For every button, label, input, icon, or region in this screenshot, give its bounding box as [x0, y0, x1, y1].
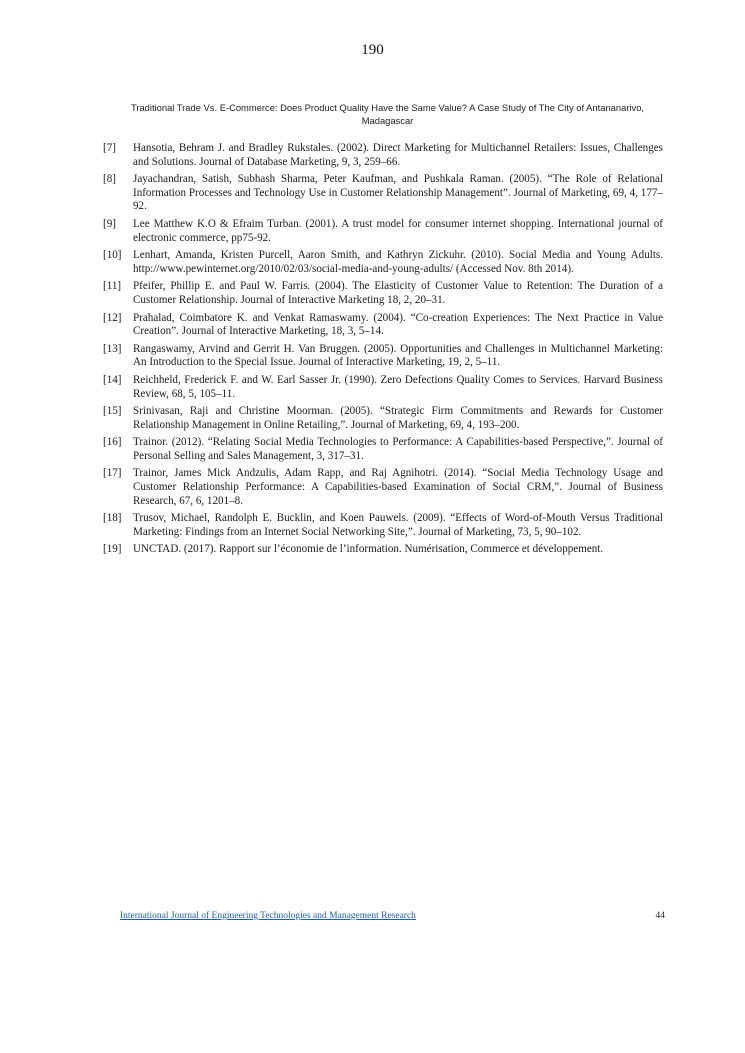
- reference-number: [16]: [103, 436, 122, 449]
- reference-text: UNCTAD. (2017). Rapport sur l’économie de l’information. Numérisation, Commerce et développement.: [133, 543, 604, 556]
- reference-text: Trusov, Michael, Randolph E. Bucklin, and Koen Pauwels. (2009). “Effects of Word-of-Mouth Versus Traditional Marketing: Findings from an Internet Social Networking Site,”. Journal of Marketing, 73, 5, 90–102.: [133, 512, 663, 538]
- reference-text: Jayachandran, Satish, Subhash Sharma, Peter Kaufman, and Pushkala Raman. (2005). “The Role of Relational Information Processes and Technology Use in Customer Relationship Management”. Journal of Marketing, 69, 4, 177–92.: [133, 173, 663, 213]
- reference-item: [103, 280, 663, 307]
- reference-item: [103, 218, 663, 245]
- reference-number: [11]: [103, 280, 122, 293]
- reference-text: Rangaswamy, Arvind and Gerrit H. Van Bruggen. (2005). Opportunities and Challenges in Multichannel Marketing: An Introduction to the Special Issue. Journal of Interactive Marketing, 19, 2, 5–11.: [133, 342, 663, 369]
- reference-number: [12]: [103, 311, 122, 324]
- reference-number: [14]: [103, 373, 122, 386]
- footer-journal-link[interactable]: International Journal of Engineering Technologies and Management Research: [120, 911, 416, 921]
- reference-number: [7]: [103, 142, 116, 154]
- reference-text: Prahalad, Coimbatore K. and Venkat Ramaswamy. (2004). “Co-creation Experiences: The Next Practice in Value Creation”. Journal of Interactive Marketing, 18, 3, 5–14.: [133, 311, 663, 338]
- reference-item: [103, 436, 663, 463]
- reference-text: Hansotia, Behram J. and Bradley Rukstales. (2002). Direct Marketing for Multichannel Retailers: Issues, Challenges and Solutions. Journal of Database Marketing, 9, 3, 259–66.: [133, 142, 663, 168]
- reference-text: Lee Matthew K.O & Efraim Turban. (2001). A trust model for consumer internet shopping. International journal of electronic commerce, pp75-92.: [133, 217, 663, 244]
- reference-item: [103, 374, 663, 401]
- reference-list: [103, 142, 663, 561]
- running-header: Traditional Trade Vs. E-Commerce: Does Product Quality Have the Same Value? A Case Study of The City of Antananarivo, Madagascar: [130, 102, 645, 126]
- reference-item: [103, 512, 663, 539]
- reference-text: Srinivasan, Raji and Christine Moorman. (2005). “Strategic Firm Commitments and Rewards for Customer Relationship Management in Online Retailing,”. Journal of Marketing, 69, 4, 193–200.: [133, 405, 663, 431]
- reference-text: Trainor, James Mick Andzulis, Adam Rapp, and Raj Agnihotri. (2014). “Social Media Technology Usage and Customer Relationship Performance: A Capabilities-based Examination of Social CRM,”. Journal of Business Research, 67, 6, 1201–8.: [133, 467, 663, 507]
- reference-text: Lenhart, Amanda, Kristen Purcell, Aaron Smith, and Kathryn Zickuhr. (2010). Social Media and Young Adults. http://www.pewinternet.org/2010/02/03/social-media-and-young-adults/ (Accessed Nov. 8th 2014).: [133, 249, 663, 275]
- reference-number: [19]: [103, 543, 122, 556]
- footer-page-number: 44: [655, 911, 665, 921]
- reference-item: [103, 173, 663, 214]
- reference-item: [103, 405, 663, 432]
- reference-number: [8]: [103, 173, 116, 186]
- reference-number: [18]: [103, 512, 122, 525]
- reference-text: Reichheld, Frederick F. and W. Earl Sasser Jr. (1990). Zero Defections Quality Comes to Services. Harvard Business Review, 68, 5, 105–11.: [133, 373, 663, 400]
- reference-number: [17]: [103, 467, 122, 480]
- reference-text: Pfeifer, Phillip E. and Paul W. Farris. (2004). The Elasticity of Customer Value to Retention: The Duration of a Customer Relationship. Journal of Interactive Marketing 18, 2, 20–31.: [133, 280, 663, 306]
- reference-text: Trainor. (2012). “Relating Social Media Technologies to Performance: A Capabilities-based Perspective,”. Journal of Personal Selling and Sales Management, 3, 317–31.: [133, 436, 663, 462]
- reference-item: [103, 142, 663, 169]
- reference-item: [103, 312, 663, 339]
- reference-item: [103, 467, 663, 508]
- reference-number: [13]: [103, 342, 122, 355]
- reference-item: [103, 543, 663, 557]
- page-number-top: 190: [361, 42, 384, 58]
- reference-number: [10]: [103, 249, 122, 262]
- reference-number: [9]: [103, 217, 116, 230]
- reference-number: [15]: [103, 405, 122, 418]
- reference-item: [103, 249, 663, 276]
- reference-item: [103, 343, 663, 370]
